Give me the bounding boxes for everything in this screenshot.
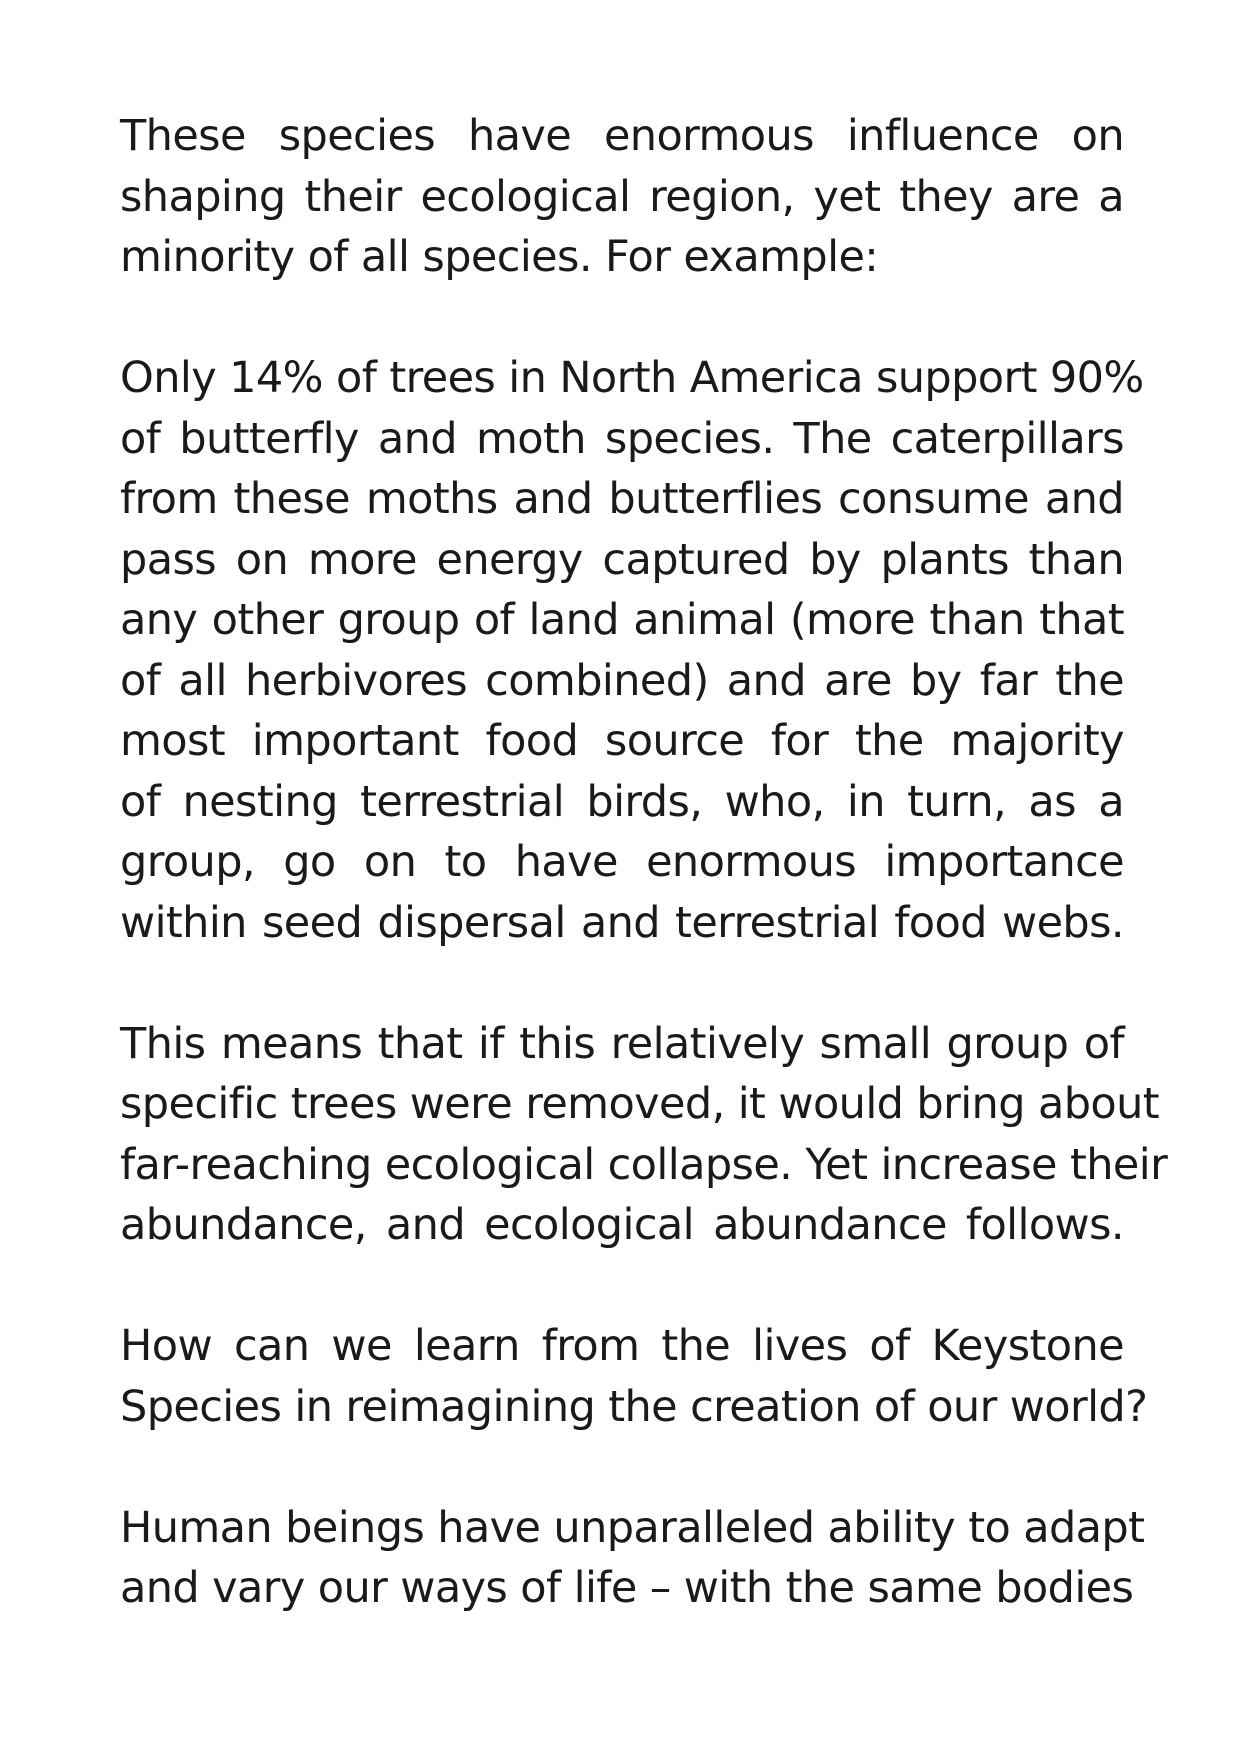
text-line: within seed dispersal and terrestrial food webs.: [120, 897, 1124, 948]
text-line: Species in reimagining the creation of our world?: [120, 1381, 1148, 1432]
text-line: any other group of land animal (more than that: [120, 595, 1124, 645]
paragraph-2: [120, 348, 1144, 953]
text-line: from these moths and butterflies consume and: [120, 474, 1124, 524]
text-line: far-reaching ecological collapse. Yet increase their: [120, 1139, 1168, 1190]
text-line: pass on more energy captured by plants than: [120, 534, 1124, 585]
paragraph-3: [120, 1014, 1168, 1256]
text-line: These species have enormous influence on: [120, 111, 1124, 161]
paragraph-5: [120, 1498, 1145, 1619]
text-line: Only 14% of trees in North America support 90%: [120, 353, 1144, 403]
body-text: [120, 106, 1168, 1619]
text-line: Human beings have unparalleled ability to adapt: [120, 1502, 1145, 1553]
text-line: and vary our ways of life – with the same bodies: [120, 1563, 1134, 1613]
text-line: This means that if this relatively small group of: [120, 1018, 1124, 1069]
text-line: abundance, and ecological abundance follows.: [120, 1200, 1124, 1250]
paragraph-4: [120, 1316, 1148, 1437]
text-line: of nesting terrestrial birds, who, in turn, as a: [120, 776, 1124, 827]
text-line: How can we learn from the lives of Keystone: [120, 1321, 1124, 1371]
paragraph-1: [120, 106, 1124, 288]
text-line: group, go on to have enormous importance: [120, 837, 1124, 887]
text-line: of all herbivores combined) and are by far the: [120, 655, 1124, 706]
text-line: specific trees were removed, it would bring about: [120, 1079, 1160, 1129]
text-line: shaping their ecological region, yet they are a: [120, 171, 1124, 222]
text-line: most important food source for the majority: [120, 716, 1124, 766]
text-line: minority of all species. For example:: [120, 232, 879, 282]
text-line: of butterfly and moth species. The caterpillars: [120, 413, 1124, 464]
